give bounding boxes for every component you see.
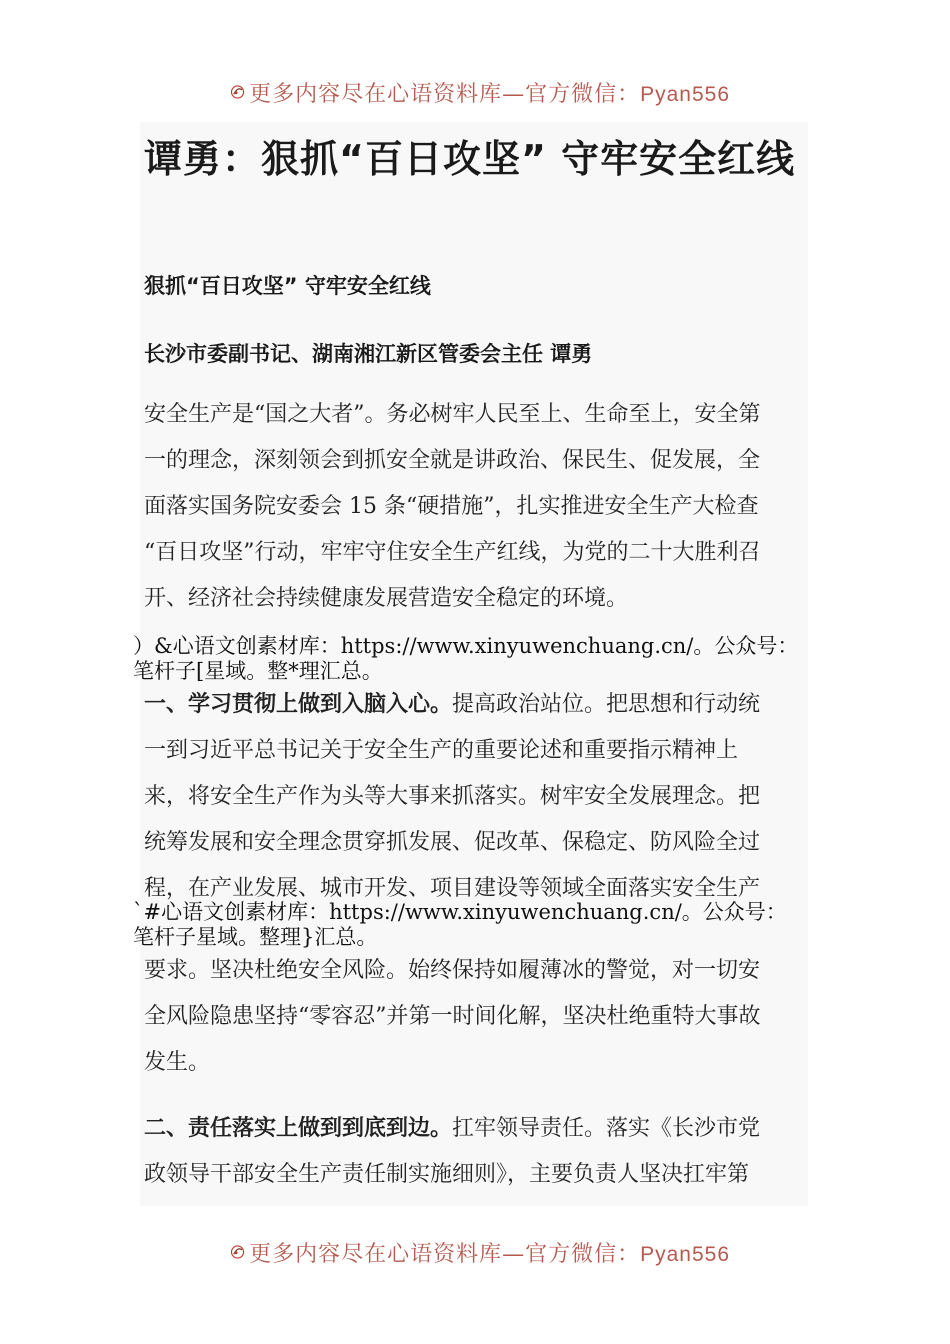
watermark-text: 更多内容尽在心语资料库—官方微信：Pyan556 <box>249 1241 730 1267</box>
brand-logo-icon <box>230 72 245 112</box>
wechat-id: Pyan556 <box>640 1242 730 1266</box>
source-note: `#心语文创素材库：https://www.xinyuwenchuang.cn/。公众号： 笔杆子星域。整理}汇总。 <box>133 900 787 949</box>
section-two-paragraph: 二、责任落实上做到到底到边。扛牢领导责任。落实《长沙市党 政领导干部安全生产责任制实施细则》，主要负责人坚决扛牢第 <box>144 1116 761 1187</box>
header-watermark <box>230 70 730 114</box>
footer-watermark <box>230 1230 730 1274</box>
section-one-heading: 一、学习贯彻上做到入脑入心。 <box>144 692 453 717</box>
brand-logo-icon <box>230 1232 245 1272</box>
section-one-continued: 要求。坚决杜绝安全风险。始终保持如履薄冰的警觉，对一切安 全风险隐患坚持“零容忍”并第一时间化解，坚决杜绝重特大事故 发生。 <box>144 958 761 1075</box>
author-line: 长沙市委副书记、湖南湘江新区管委会主任 谭勇 <box>144 342 593 366</box>
intro-paragraph: 安全生产是“国之大者”。务必树牢人民至上、生命至上，安全第 一的理念，深刻领会到抓安全就是讲政治、保民生、促发展，全 面落实国务院安委会 15 条“硬措施”，扎实推进安全生产大检查 “百日攻坚”行动，牢牢守住安全生产红线，为党的二十大胜利召 开、经济社会持续健康发展营造安全稳定的环境。 <box>144 402 761 611</box>
source-note: ）&心语文创素材库：https://www.xinyuwenchuang.cn/。公众号： 笔杆子[星域。整*理汇总。 <box>133 634 799 683</box>
section-two-heading: 二、责任落实上做到到底到边。 <box>144 1116 453 1141</box>
article-subtitle: 狠抓“百日攻坚” 守牢安全红线 <box>144 274 431 298</box>
document-title: 谭勇：狠抓“百日攻坚” 守牢安全红线 <box>144 137 796 181</box>
watermark-text: 更多内容尽在心语资料库—官方微信：Pyan556 <box>249 81 730 107</box>
section-one-paragraph: 一、学习贯彻上做到入脑入心。提高政治站位。把思想和行动统 一到习近平总书记关于安全生产的重要论述和重要指示精神上 来，将安全生产作为头等大事来抓落实。树牢安全发展理念。把 统筹发展和安全理念贯穿抓发展、促改革、保稳定、防风险全过 程，在产业发展、城市开发、项目建设等领域全面落实安全生产 <box>144 692 761 901</box>
wechat-id: Pyan556 <box>640 82 730 106</box>
